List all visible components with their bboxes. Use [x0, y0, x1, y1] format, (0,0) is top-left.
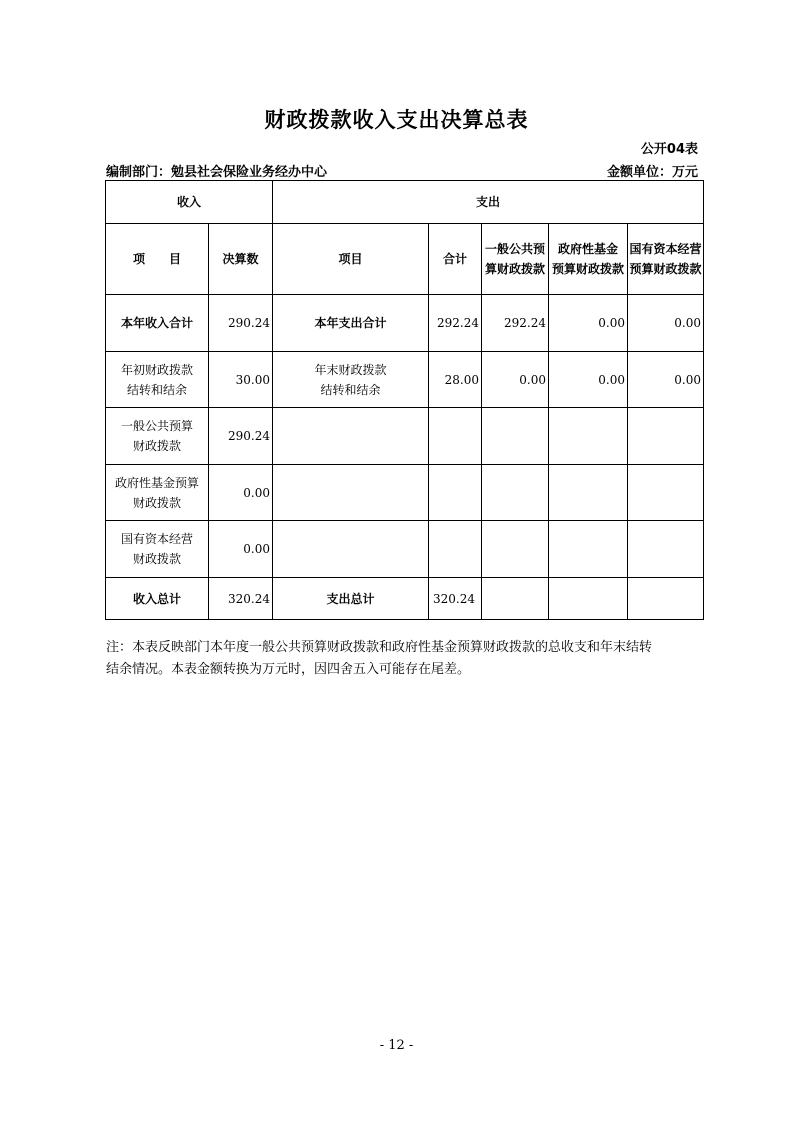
expense-label: 本年支出合计 — [273, 295, 429, 352]
empty-cell — [273, 465, 429, 521]
state-value: 0.00 — [628, 295, 704, 352]
empty-cell — [549, 521, 628, 578]
income-value: 320.24 — [209, 578, 273, 620]
table-row — [106, 521, 704, 578]
unit-label: 金额单位：万元 — [606, 165, 698, 180]
header-row-group — [106, 181, 704, 224]
income-header: 收入 — [106, 181, 273, 224]
general-budget-header — [482, 224, 549, 295]
state-value: 0.00 — [628, 352, 704, 408]
empty-cell — [482, 578, 549, 620]
empty-cell — [628, 465, 704, 521]
empty-cell — [429, 465, 482, 521]
state-header-line1: 国有资本经营 — [629, 242, 702, 256]
expense-label-line1: 年末财政拨款 — [314, 362, 387, 377]
table-code: 公开04表 — [640, 142, 698, 157]
note-line2: 结余情况。本表金额转换为万元时，因四舍五入可能存在尾差。 — [106, 662, 471, 677]
empty-cell — [628, 408, 704, 465]
empty-cell — [482, 465, 549, 521]
item-header: 项 目 — [106, 224, 209, 295]
income-value: 290.24 — [209, 408, 273, 465]
general-value: 292.24 — [482, 295, 549, 352]
empty-cell — [429, 521, 482, 578]
income-label-line2: 结转和结余 — [126, 382, 187, 397]
state-capital-header — [628, 224, 704, 295]
expense-label — [273, 352, 429, 408]
empty-cell — [628, 521, 704, 578]
income-label-line2: 财政拨款 — [132, 552, 181, 566]
expense-item-header: 项目 — [273, 224, 429, 295]
income-value: 0.00 — [209, 521, 273, 578]
empty-cell — [482, 408, 549, 465]
income-label-line1: 一般公共预算 — [120, 419, 193, 433]
total-value: 28.00 — [429, 352, 482, 408]
page-title: 财政拨款收入支出决算总表 — [264, 108, 529, 132]
income-label-line2: 财政拨款 — [132, 495, 181, 510]
fiscal-summary-table — [105, 180, 704, 620]
income-label-line1: 年初财政拨款 — [120, 362, 193, 377]
income-value: 30.00 — [209, 352, 273, 408]
income-label: 本年收入合计 — [106, 295, 209, 352]
total-value: 320.24 — [429, 578, 482, 620]
empty-cell — [273, 408, 429, 465]
department-label: 编制部门：勉县社会保险业务经办中心 — [106, 165, 328, 180]
income-label: 收入总计 — [106, 578, 209, 620]
income-value: 290.24 — [209, 295, 273, 352]
table-row — [106, 295, 704, 352]
header-row-columns — [106, 224, 704, 295]
fund-value: 0.00 — [549, 295, 628, 352]
income-label — [106, 408, 209, 465]
state-header-line2: 预算财政拨款 — [629, 262, 702, 276]
page-number: - 12 - — [379, 1038, 414, 1053]
general-value: 0.00 — [482, 352, 549, 408]
empty-cell — [549, 578, 628, 620]
expense-label: 支出总计 — [273, 578, 429, 620]
income-label-line2: 财政拨款 — [132, 439, 181, 453]
fund-header-line1: 政府性基金 — [557, 242, 618, 256]
fund-value: 0.00 — [549, 352, 628, 408]
table-row — [106, 465, 704, 521]
empty-cell — [549, 408, 628, 465]
general-header-line1: 一般公共预 — [484, 242, 545, 256]
total-value: 292.24 — [429, 295, 482, 352]
final-amount-header: 决算数 — [209, 224, 273, 295]
income-label-line1: 政府性基金预算 — [114, 475, 199, 490]
total-header: 合计 — [429, 224, 482, 295]
empty-cell — [549, 465, 628, 521]
income-value: 0.00 — [209, 465, 273, 521]
expense-header: 支出 — [273, 181, 704, 224]
empty-cell — [628, 578, 704, 620]
income-label — [106, 352, 209, 408]
table-note — [106, 637, 706, 681]
income-label — [106, 465, 209, 521]
empty-cell — [482, 521, 549, 578]
table-row — [106, 352, 704, 408]
income-label — [106, 521, 209, 578]
empty-cell — [273, 521, 429, 578]
fund-header-line2: 预算财政拨款 — [551, 262, 624, 276]
income-label-line1: 国有资本经营 — [120, 532, 193, 546]
empty-cell — [429, 408, 482, 465]
fund-budget-header — [549, 224, 628, 295]
general-header-line2: 算财政拨款 — [484, 262, 545, 276]
note-line1: 注：本表反映部门本年度一般公共预算财政拨款和政府性基金预算财政拨款的总收支和年末结转 — [106, 640, 653, 655]
expense-label-line2: 结转和结余 — [320, 382, 381, 397]
table-row — [106, 408, 704, 465]
table-row — [106, 578, 704, 620]
